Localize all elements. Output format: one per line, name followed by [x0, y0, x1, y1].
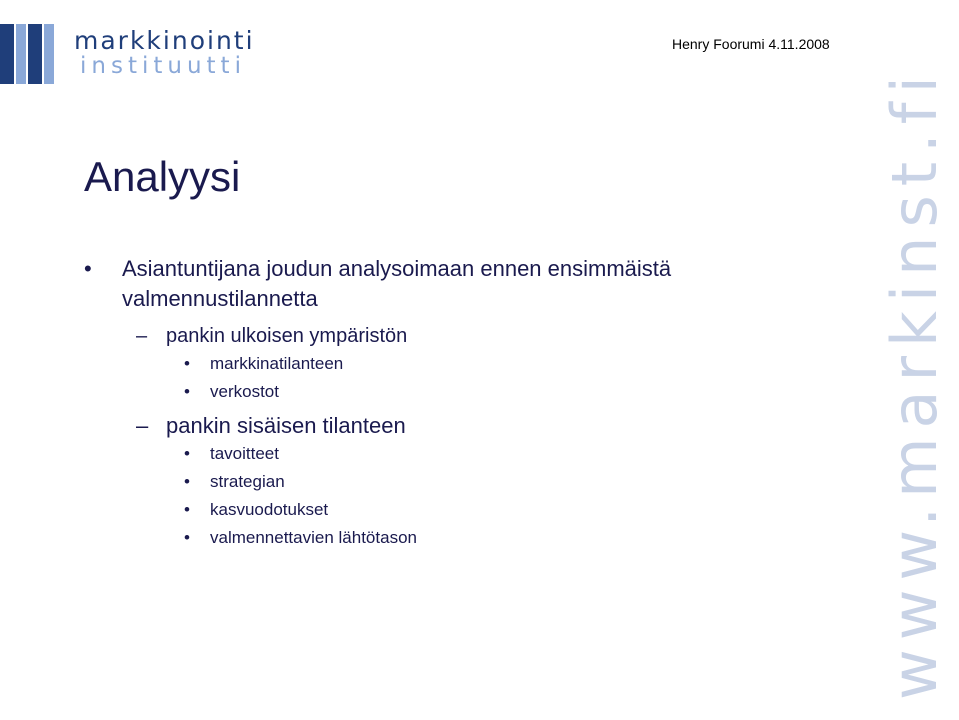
bullet-dot-icon: • [184, 444, 190, 463]
website-watermark: www.markinst.fi [878, 67, 951, 700]
list-item [84, 468, 864, 496]
bullet-main-text: Asiantuntijana joudun analysoimaan ennen ensimmäistä valmennustilannetta [122, 256, 672, 311]
list-item [84, 524, 864, 552]
bullet-dot-icon: • [184, 354, 190, 373]
list-item-text: markkinatilanteen [210, 354, 344, 373]
logo-text-instituutti: instituutti [80, 53, 246, 79]
bullet-dot-icon: • [184, 500, 190, 519]
bullet-dot-icon: • [184, 472, 190, 491]
event-date-label: Henry Foorumi 4.11.2008 [672, 36, 830, 52]
list-item [84, 496, 864, 524]
list-item-text: kasvuodotukset [210, 500, 329, 519]
list-item [84, 350, 864, 378]
list-item-text: tavoitteet [210, 444, 279, 463]
bullet-main [84, 254, 864, 314]
list-item-text: verkostot [210, 382, 279, 401]
dash-icon: – [136, 413, 149, 438]
subpoint-external [84, 322, 864, 350]
logo-text-markkinointi: markkinointi [74, 26, 255, 55]
subpoint-internal [84, 412, 864, 440]
logo-mark-icon [0, 24, 62, 84]
list-item [84, 378, 864, 406]
subpoint-external-text: pankin ulkoisen ympäristön [166, 325, 408, 347]
list-item [84, 440, 864, 468]
list-item-text: strategian [210, 472, 285, 491]
bullet-dot-icon: • [84, 256, 92, 281]
list-item-text: valmennettavien lähtötason [210, 528, 417, 547]
bullet-dot-icon: • [184, 382, 190, 401]
markkinointi-instituutti-logo [0, 18, 260, 88]
slide-content [84, 254, 864, 552]
dash-icon: – [136, 325, 148, 347]
slide-title: Analyysi [84, 153, 241, 200]
subpoint-internal-text: pankin sisäisen tilanteen [166, 413, 406, 438]
bullet-dot-icon: • [184, 528, 190, 547]
